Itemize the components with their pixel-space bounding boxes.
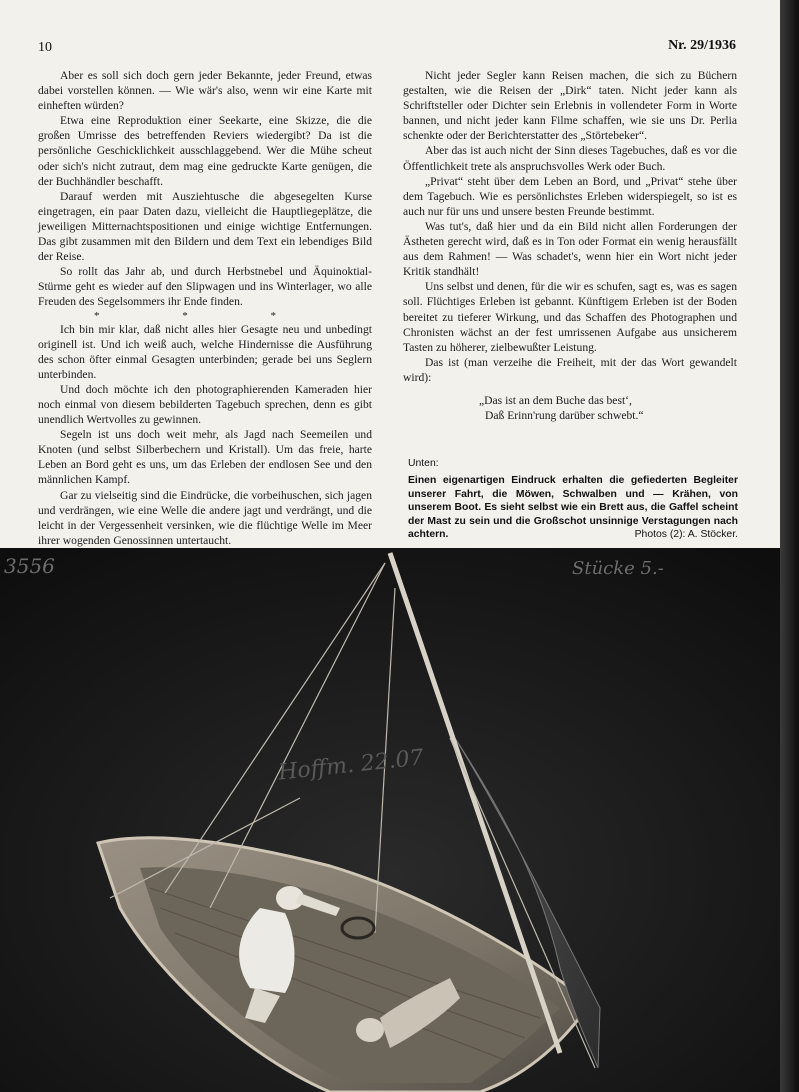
- paragraph: Segeln ist uns doch weit mehr, als Jagd nach Seemeilen und Knoten (und selbst Silberbechern und Kristall). Um das freie, harte Leben an Bord geht es uns, um das Erleben der endlosen See und den männlichen Kampf.: [38, 428, 372, 487]
- paragraph: Etwa eine Reproduktion einer Seekarte, eine Skizze, die die großen Umrisse des betreffenden Reviers wiedergibt? Da ist die persönliche Geschicklichkeit ausschlaggebend. Wer die Mühe scheut oder sich's nicht zutraut, dem mag eine gedruckte Karte genügen, die der Buchhändler beschafft.: [38, 114, 372, 188]
- page-number: 10: [38, 40, 52, 55]
- poem-line: Daß Erinn'rung darüber schwebt.“: [485, 408, 644, 422]
- photo-credit: Photos (2): A. Stöcker.: [634, 529, 738, 541]
- photo-caption: [408, 457, 738, 541]
- paragraph: Aber das ist auch nicht der Sinn dieses Tagebuches, daß es vor die Öffentlichkeit trete als anspruchsvolles Werk oder Buch.: [403, 144, 737, 173]
- paragraph: „Privat“ steht über dem Leben an Bord, und „Privat“ stehe über dem Tagebuch. Wie es persönlichstes Erleben widerspiegelt, so ist es auch nur für uns und unsere besten Freunde bestimmt.: [403, 174, 737, 218]
- left-column: [38, 68, 372, 593]
- handwritten-signature: Hoffm. 22.07: [277, 745, 425, 786]
- handwritten-number: 3556: [4, 554, 55, 578]
- paragraph: Uns selbst und denen, für die wir es schufen, sagt es, was es sagen soll. Flüchtiges Erleben ist gebannt. Künftigem Erleben ist der Boden bereitet zu tieferer Wirkung, und das Schaffen des Photographen und Chronisten wächst an der fest umrissenen Aufgabe aus unsicherem Tasten zu höherer, zielbewußter Leistung.: [403, 280, 737, 354]
- caption-body: Einen eigenartigen Eindruck erhalten die gefiederten Begleiter unserer Fahrt, die Möwen, Schwalben und — Krähen, von unserem Boot. Es sieht selbst wie ein Brett aus, die Gaffel scheint der Mast zu sein und die Großschot unsinnige Verstagungen nach achtern.: [408, 475, 738, 541]
- paragraph: Und doch möchte ich den photographierenden Kameraden hier noch einmal von diesem bebilderten Tagebuch sprechen, denn es gibt unendlich Wertvolles zu gewinnen.: [38, 382, 372, 427]
- issue-number: Nr. 29/1936: [668, 38, 736, 53]
- handwritten-price: Stücke 5.-: [572, 558, 664, 579]
- poem-quote: [479, 393, 737, 423]
- poem-line: „Das ist an dem Buche das best‘,: [479, 393, 632, 407]
- book-spine-shadow: [780, 0, 799, 1092]
- caption-text: [408, 474, 738, 541]
- paragraph: Nicht jeder Segler kann Reisen machen, die sich zu Büchern gestalten, wie die Reisen der „Dirk“ taten. Nicht jeder kann als Schriftsteller oder Dichter sein Erlebnis in vollendeter Form in Worte bannen, und nicht jeder kann Filme schaffen, wie sie uns Dr. Perlia schenkte oder der Berichterstatter des „Störtebeker“.: [403, 69, 737, 143]
- paragraph: So rollt das Jahr ab, und durch Herbstnebel und Äquinoktial-Stürme geht es wieder auf den Slipwagen und ins Winterlager, wo alle Freuden des Segelsommers ihr Ende finden.: [38, 265, 372, 309]
- caption-label: Unten:: [408, 458, 439, 469]
- paragraph: Das ist (man verzeihe die Freiheit, mit der das Wort gewandelt wird):: [403, 355, 737, 384]
- paragraph: Aber es soll sich doch gern jeder Bekannte, jeder Freund, etwas dabei vorstellen können. — Wie wär's also, wenn wir eine Karte mit einheften würden?: [38, 69, 372, 113]
- paragraph: Darauf werden mit Ausziehtusche die abgesegelten Kurse eingetragen, ein paar Daten dazu, vielleicht die Hauptliegeplätze, die jeweiligen Mitternachtspositionen und einige wichtige Entfernungen. Das gibt zusammen mit den Bildern und dem Text ein lebendiges Bild der Reise.: [38, 189, 372, 264]
- paragraph: Was tut's, daß hier und da ein Bild nicht allen Forderungen der Ästheten gerecht wird, daß es in Ton oder Format ein wenig herausfällt aus dem Rahmen! — Was schadet's, wenn hier ein Wort nicht jeder Kritik standhält!: [403, 219, 737, 279]
- sailboat-aerial-photo: [0, 548, 780, 1092]
- right-column: [403, 68, 737, 423]
- paragraph: Gar zu vielseitig sind die Eindrücke, die vorbeihuschen, sich jagen und verdrängen, wie eine Welle die andere jagt und verdrängt, und die leicht in der Vergessenheit versinken, wie die flüchtige Welle im Meer ihrer wogenden Genossinnen untertaucht.: [38, 488, 372, 547]
- sailboat-photo: [0, 548, 780, 1092]
- section-separator: * * *: [94, 309, 316, 322]
- paragraph: Ich bin mir klar, daß nicht alles hier Gesagte neu und unbedingt originell ist. Und ich weiß auch, welche Hindernisse die Ausführung des schon öfter einmal Gesagten unterbinden; gerade bei uns Seglern unterbinden.: [38, 322, 372, 381]
